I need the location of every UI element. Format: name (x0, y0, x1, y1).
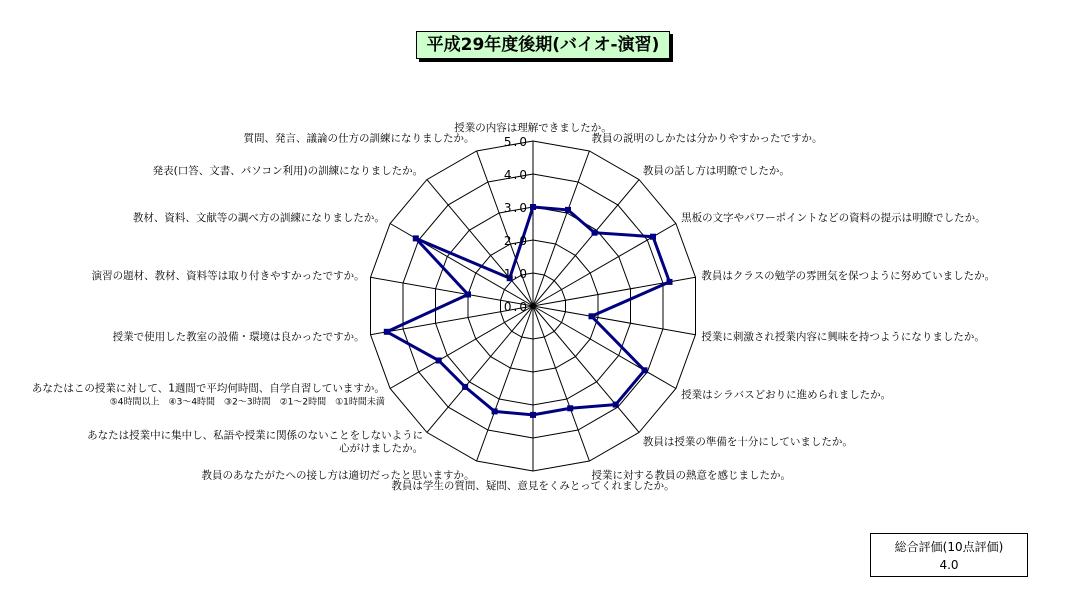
category-label: あなたは授業中に集中し、私語や授業に関係のないことをしないように (87, 429, 424, 442)
overall-rating-label: 総合評価(10点評価) (894, 540, 1004, 554)
overall-rating-value: 4.0 (939, 558, 959, 572)
category-label: 授業に対する教員の熱意を感じましたか。 (591, 469, 791, 482)
data-point (613, 402, 619, 408)
data-point (530, 412, 536, 418)
category-label: 教材、資料、文献等の調べ方の訓練になりましたか。 (132, 212, 385, 224)
category-label: 教員は学生の質問、疑問、意見をくみとってくれましたか。 (391, 480, 675, 492)
data-point (565, 207, 571, 213)
category-label: 黒板の文字やパワーポイントなどの資料の提示は明瞭でしたか。 (681, 212, 986, 224)
category-label: 授業はシラバスどおりに進められましたか。 (681, 389, 892, 401)
data-point (667, 279, 673, 285)
data-point (650, 234, 656, 240)
data-point (530, 204, 536, 210)
tick-label: 5.0 (503, 135, 529, 149)
category-label: 授業の内容は理解できましたか。 (454, 122, 612, 134)
data-point (642, 367, 648, 373)
data-point (384, 329, 390, 335)
tick-label: 4.0 (503, 168, 529, 182)
data-point (592, 230, 598, 236)
radar-grid (371, 141, 696, 471)
data-point (462, 384, 468, 390)
data-point (567, 405, 573, 411)
category-label: 演習の題材、教材、資料等は取り付きやすかったですか。 (91, 269, 365, 282)
category-label: 授業で使用した教室の設備・環境は良かったですか。 (112, 331, 365, 344)
data-point (436, 358, 442, 364)
overall-rating-box (870, 533, 1028, 577)
tick-label: 2.0 (503, 234, 529, 248)
category-label: 発表(口答、文書、パソコン利用)の訓練になりましたか。 (152, 164, 424, 177)
category-label: 教員は授業の準備を十分にしていましたか。 (642, 436, 853, 449)
data-point (589, 313, 595, 319)
axis-spoke (533, 306, 589, 461)
category-label: 教員はクラスの勉学の雰囲気を保つように努めていましたか。 (701, 269, 996, 282)
data-point (465, 292, 471, 298)
category-label: 授業に刺激され授業内容に興味を持つようになりましたか。 (701, 331, 985, 344)
category-label: 教員の説明のしかたは分かりやすかったですか。 (591, 132, 823, 145)
data-point (413, 235, 419, 241)
tick-label: 1.0 (503, 267, 529, 281)
axis-spoke (533, 151, 589, 306)
tick-label: 0.0 (503, 300, 529, 314)
category-label: 教員の話し方は明瞭でしたか。 (642, 164, 790, 177)
category-label: 教員のあなたがたへの接し方は適切だったと思いますか。 (201, 469, 475, 482)
axis-spoke (477, 306, 533, 461)
category-label: 質問、発言、議論の仕方の訓練になりましたか。 (243, 132, 475, 145)
category-label: 心がけましたか。 (339, 442, 424, 455)
category-label: ⑤4時間以上 ④3～4時間 ③2～3時間 ②1～2時間 ①1時間未満 (109, 397, 385, 408)
radial-tick-labels (504, 135, 529, 314)
tick-label: 3.0 (503, 201, 529, 215)
category-label: あなたはこの授業に対して、1週間で平均何時間、自学自習していますか。 (31, 382, 385, 395)
data-point (492, 408, 498, 414)
chart-title: 平成29年度後期(バイオ-演習) (416, 31, 670, 59)
